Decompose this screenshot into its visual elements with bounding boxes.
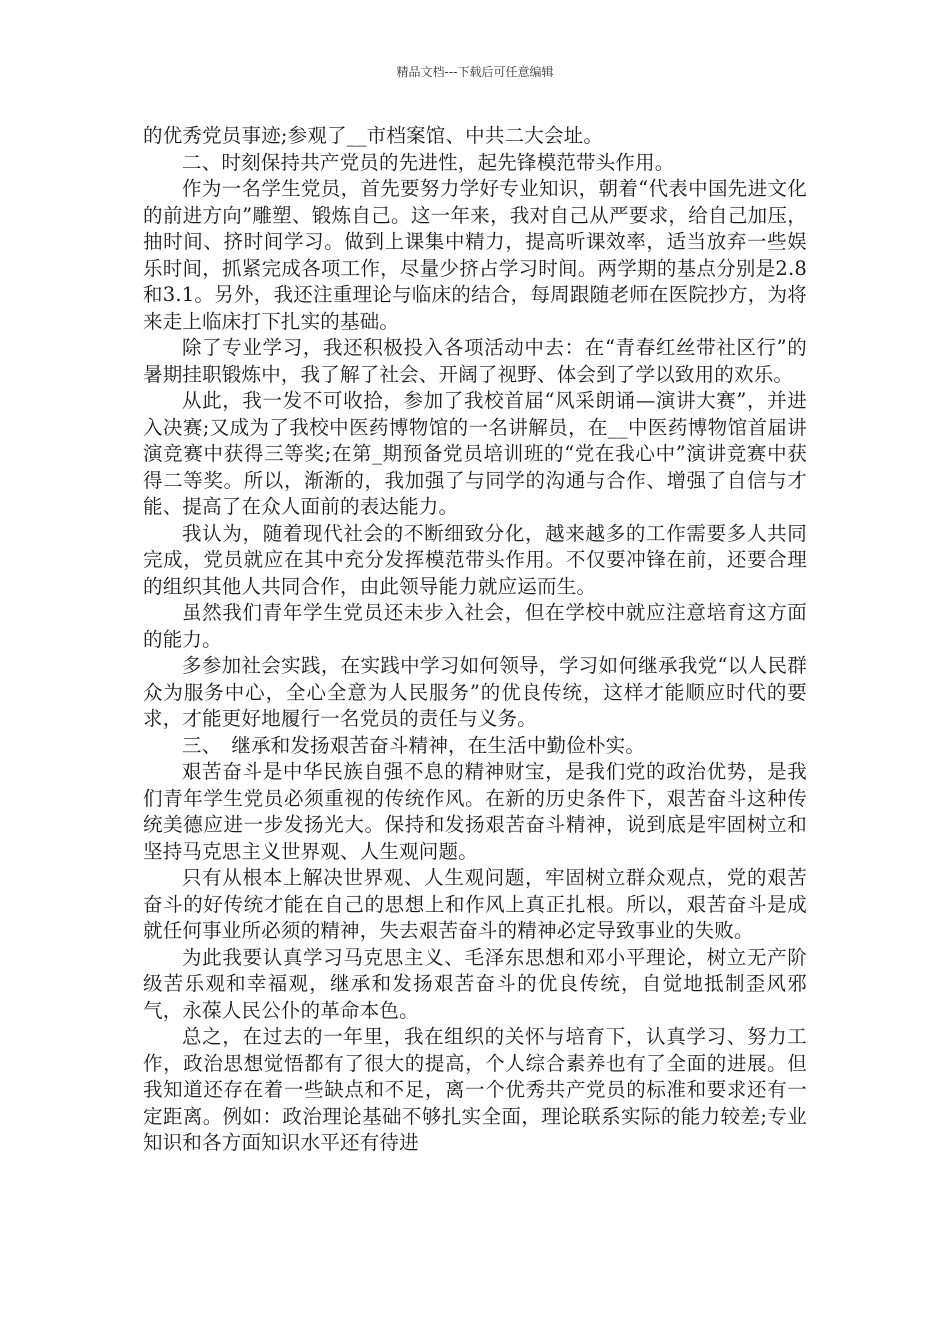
- paragraph-study: 作为一名学生党员，首先要努力学好专业知识，朝着“代表中国先进文化的前进方向”雕塑、锻炼自己。这一年来，我对自己从严要求，给自己加压，抽时间、挤时间学习。做到上课集中精力，提高听课效率，适当放弃一些娱乐时间，抓紧完成各项工作，尽量少挤占学习时间。两学期的基点分别是2.8和3.1。另外，我还注重理论与临床的结合，每周跟随老师在医院抄方，为将来走上临床打下扎实的基础。: [143, 177, 807, 333]
- paragraph-continuation: 的优秀党员事迹;参观了__市档案馆、中共二大会址。: [143, 124, 604, 147]
- page-header: 精品文档---下载后可任意编辑: [396, 65, 554, 79]
- paragraph-leadership: 我认为，随着现代社会的不断细致分化，越来越多的工作需要多人共同完成，党员就应在其中充分发挥模范带头作用。不仅要冲锋在前，还要合理的组织其他人共同合作，由此领导能力就应运而生。: [143, 521, 807, 598]
- paragraph-summary: 总之，在过去的一年里，我在组织的关怀与培育下，认真学习、努力工作，政治思想觉悟都有了很大的提高，个人综合素养也有了全面的进展。但我知道还存在着一些缺点和不足，离一个优秀共产党员的标准和要求还有一定距离。例如：政治理论基础不够扎实全面，理论联系实际的能力较差;专业知识和各方面知识水平还有待进: [143, 1025, 807, 1154]
- paragraph-competitions: 从此，我一发不可收拾，参加了我校首届“风采朗诵—演讲大赛”，并进入决赛;又成为了我校中医药博物馆的一名讲解员，在__中医药博物馆首届讲演竞赛中获得三等奖;在第_期预备党员培训班的“党在我心中”演讲竞赛中获得二等奖。所以，渐渐的，我加强了与同学的沟通与合作、增强了自信与才能、提高了在众人面前的表达能力。: [143, 389, 807, 518]
- paragraph-hard-work: 艰苦奋斗是中华民族自强不息的精神财宝，是我们党的政治优势，是我们青年学生党员必须重视的传统作风。在新的历史条件下，艰苦奋斗这种传统美德应进一步发扬光大。保持和发扬艰苦奋斗精神，说到底是牢固树立和坚持马克思主义世界观、人生观问题。: [143, 760, 807, 863]
- paragraph-practice: 多参加社会实践，在实践中学习如何领导，学习如何继承我党“以人民群众为服务中心，全心全意为人民服务”的优良传统，这样才能顺应时代的要求，才能更好地履行一名党员的责任与义务。: [143, 654, 807, 730]
- paragraph-worldview: 只有从根本上解决世界观、人生观问题，牢固树立群众观点，党的艰苦奋斗的好传统才能在自己的思想上和作风上真正扎根。所以，艰苦奋斗是成就任何事业所必须的精神，失去艰苦奋斗的精神必定导致事业的失败。: [143, 866, 807, 942]
- paragraph-theory: 为此我要认真学习马克思主义、毛泽东思想和邓小平理论，树立无产阶级苦乐观和幸福观，继承和发扬艰苦奋斗的优良传统，自觉地抵制歪风邪气，永葆人民公仆的革命本色。: [143, 945, 807, 1022]
- paragraph-ability: 虽然我们青年学生党员还未步入社会，但在学校中就应注意培育这方面的能力。: [143, 601, 807, 651]
- document-body: [143, 123, 807, 1157]
- section-heading-2: 二、时刻保持共产党员的先进性，起先锋模范带头作用。: [182, 150, 675, 174]
- paragraph-activities: 除了专业学习，我还积极投入各项活动中去：在“青春红丝带社区行”的暑期挂职锻炼中，我了解了社会、开阔了视野、体会到了学以致用的欢乐。: [143, 336, 807, 386]
- section-heading-3: 三、 继承和发扬艰苦奋斗精神，在生活中勤俭朴实。: [182, 733, 646, 757]
